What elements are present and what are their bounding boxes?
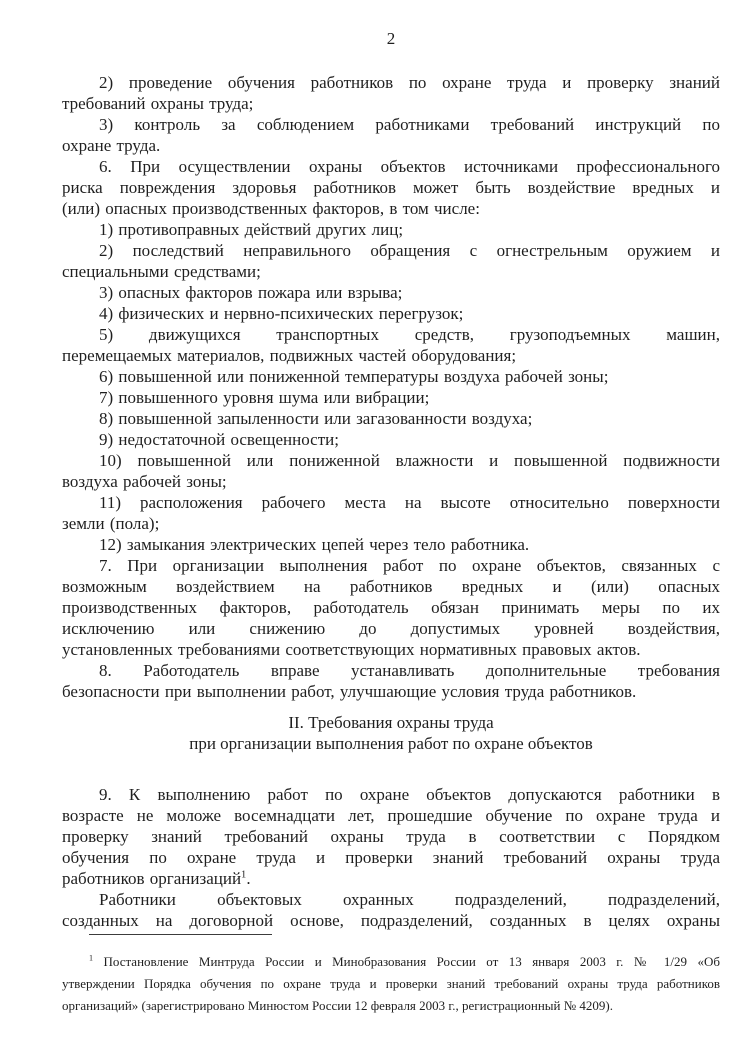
footnote-line: $^1$ Постановление Минтруда России и Минобразования России от 13 января 2003 г. № 1/29 «Об — [89, 953, 720, 969]
paragraph — [62, 282, 720, 303]
text-line: безопасности при выполнении работ, улучшающие условия труда работников. — [62, 682, 637, 701]
paragraph — [62, 429, 720, 450]
section-heading-line: при организации выполнения работ по охране объектов — [189, 734, 593, 753]
paragraph — [62, 492, 720, 534]
paragraph — [62, 408, 720, 429]
text-line: охране труда. — [62, 136, 161, 155]
section-heading-line: II. Требования охраны труда — [288, 713, 494, 732]
paragraph — [62, 114, 720, 156]
text-line: 6) повышенной или пониженной температуры воздуха рабочей зоны; — [99, 367, 609, 386]
text-line: 6. При осуществлении охраны объектов источниками профессионального — [99, 157, 720, 176]
paragraph — [62, 240, 720, 282]
paragraph — [62, 303, 720, 324]
text-line: работников организаций$^1$. — [62, 869, 251, 888]
text-line: 2) проведение обучения работников по охране труда и проверку знаний — [99, 73, 720, 92]
text-line: 3) контроль за соблюдением работниками требований инструкций по — [99, 115, 720, 134]
text-line: риска повреждения здоровья работников может быть воздействие вредных и — [62, 178, 720, 197]
footnote-line: утверждении Порядка обучения по охране труда и проверки знаний требований охраны труда работников — [62, 976, 720, 991]
text-line: созданных на договорной основе, подразделений, созданных в целях охраны — [62, 911, 720, 930]
paragraph — [62, 889, 720, 931]
document-body — [62, 72, 720, 931]
paragraph — [62, 555, 720, 660]
footnote-line: организаций» (зарегистрировано Минюстом России 12 февраля 2003 г., регистрационный № 4209). — [62, 998, 613, 1013]
paragraph — [62, 660, 720, 702]
text-line: 4) физических и нервно-психических перегрузок; — [99, 304, 464, 323]
text-line: 3) опасных факторов пожара или взрыва; — [99, 283, 403, 302]
text-line: установленных требованиями соответствующих нормативных правовых актов. — [62, 640, 641, 659]
text-line: 11) расположения рабочего места на высоте относительно поверхности — [99, 493, 720, 512]
paragraph — [62, 324, 720, 366]
paragraph — [62, 784, 720, 889]
text-line: 8) повышенной запыленности или загазованности воздуха; — [99, 409, 533, 428]
text-line: воздуха рабочей зоны; — [62, 472, 227, 491]
footnote-reference: 1 — [241, 869, 247, 881]
text-line: 1) противоправных действий других лиц; — [99, 220, 404, 239]
text-line: земли (пола); — [62, 514, 160, 533]
text-line: Работники объектовых охранных подразделений, подразделений, — [99, 890, 720, 909]
section-heading — [62, 712, 720, 754]
page-content — [62, 28, 720, 931]
text-line: специальными средствами; — [62, 262, 261, 281]
text-line: 9) недостаточной освещенности; — [99, 430, 339, 449]
footnote-separator — [89, 934, 272, 935]
footnote-marker: 1 — [89, 953, 94, 963]
text-line: исключению или снижению до допустимых уровней воздействия, — [62, 619, 720, 638]
paragraph — [62, 156, 720, 219]
text-line: проверку знаний требований охраны труда в соответствии с Порядком — [62, 827, 720, 846]
text-line: (или) опасных производственных факторов, в том числе: — [62, 199, 480, 218]
paragraph — [62, 534, 720, 555]
text-line: обучения по охране труда и проверки знаний требований охраны труда — [62, 848, 720, 867]
page-number: 2 — [386, 29, 396, 48]
footnote-body — [62, 951, 720, 1017]
text-line: 9. К выполнению работ по охране объектов допускаются работники в — [99, 785, 720, 804]
text-line: 5) движущихся транспортных средств, грузоподъемных машин, — [99, 325, 720, 344]
text-line: 8. Работодатель вправе устанавливать дополнительные требования — [99, 661, 720, 680]
text-line: 10) повышенной или пониженной влажности и повышенной подвижности — [99, 451, 720, 470]
text-line: перемещаемых материалов, подвижных частей оборудования; — [62, 346, 517, 365]
text-line: производственных факторов, работодатель обязан принимать меры по их — [62, 598, 720, 617]
text-line: 7. При организации выполнения работ по охране объектов, связанных с — [99, 556, 720, 575]
paragraph — [62, 366, 720, 387]
text-line: требований охраны труда; — [62, 94, 254, 113]
paragraph — [62, 387, 720, 408]
paragraph — [62, 219, 720, 240]
text-line: 2) последствий неправильного обращения с огнестрельным оружием и — [99, 241, 720, 260]
text-line: возможным воздействием на работников вредных и (или) опасных — [62, 577, 720, 596]
text-line: возрасте не моложе восемнадцати лет, прошедшие обучение по охране труда и — [62, 806, 720, 825]
text-line: 7) повышенного уровня шума или вибрации; — [99, 388, 430, 407]
paragraph — [62, 450, 720, 492]
footnote — [62, 934, 720, 1017]
text-line: 12) замыкания электрических цепей через тело работника. — [99, 535, 530, 554]
paragraph — [62, 72, 720, 114]
